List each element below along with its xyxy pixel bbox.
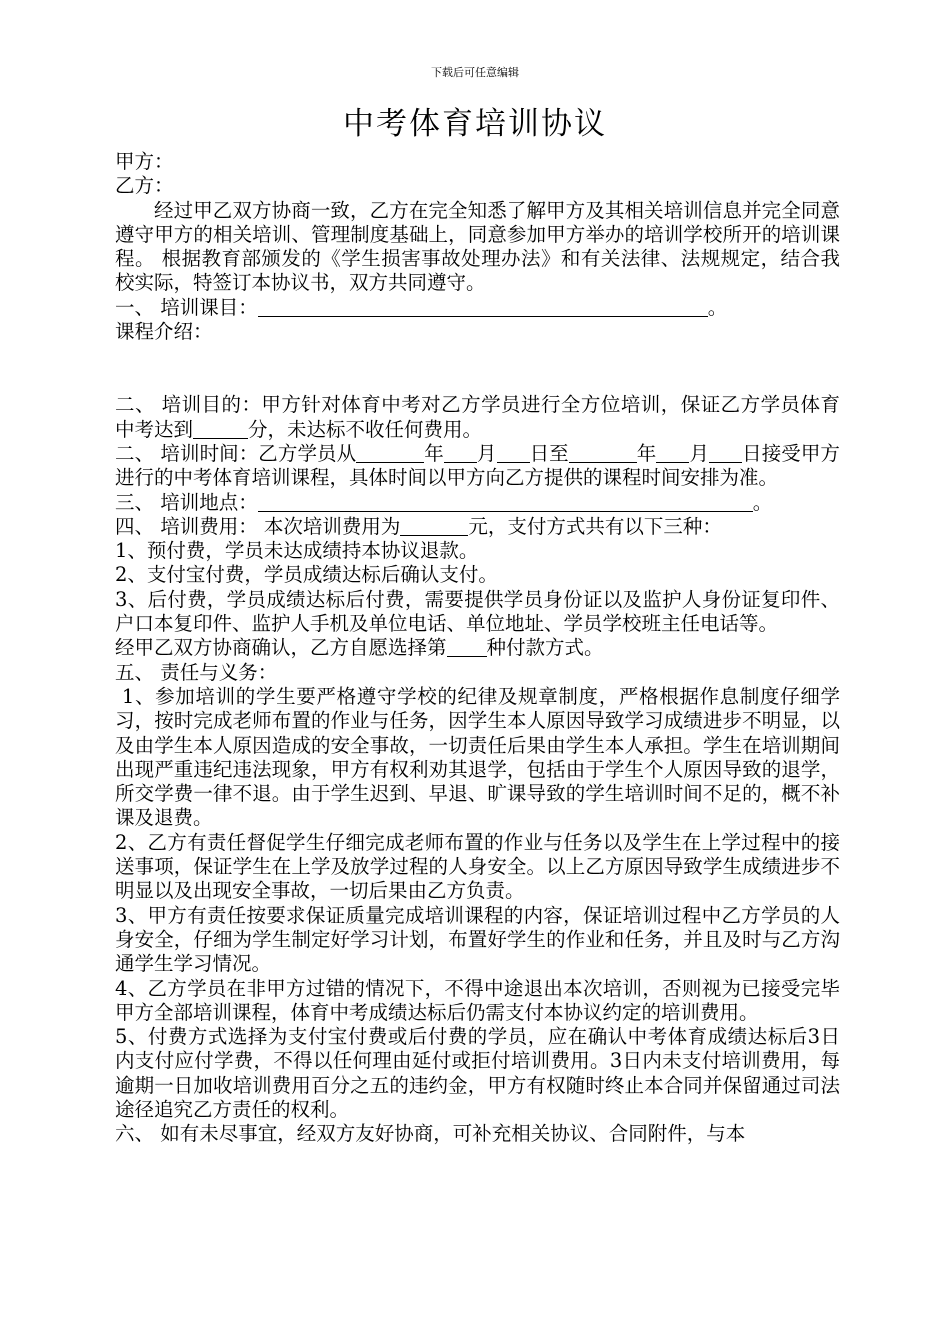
course-label: 一、 培训课目： xyxy=(115,295,258,319)
duty-item-1: 1、参加培训的学生要严格遵守学校的纪律及规章制度，严格根据作息制度仔细学习，按时完成老师布置的作业与任务，因学生本人原因导致学习成绩进步不明显，以及由学生本人原因造成的安全事故，一切责任后果由学生本人承担。学生在培训期间出现严重违纪违法现象，甲方有权利劝其退学，包括由于学生个人原因导致的退学，所交学费一律不退。由于学生迟到、早退、旷课导致的学生培训时间不足的，概不补课及退费。 xyxy=(115,684,840,830)
document-body xyxy=(115,150,840,1147)
duties-heading: 五、 责任与义务： xyxy=(115,660,278,684)
year-label-2: 年 xyxy=(636,441,657,465)
fee-text-end: 元，支付方式共有以下三种： xyxy=(468,514,722,538)
month-blank-1 xyxy=(444,444,477,463)
day-blank-2 xyxy=(709,444,742,463)
purpose-text: 二、 培训目的：甲方针对体育中考对乙方学员进行全方位培训，保证乙方学员体育中考达到 xyxy=(115,393,840,441)
fee-option-3: 3、后付费，学员成绩达标后付费，需要提供学员身份证以及监护人身份证复印件、户口本复印件、监护人手机及单位电话、单位地址、学员学校班主任电话等。 xyxy=(115,587,840,636)
year-label-1: 年 xyxy=(424,441,444,465)
duty-item-3: 3、甲方有责任按要求保证质量完成培训课程的内容，保证培训过程中乙方学员的人身安全，仔细为学生制定好学习计划，布置好学生的作业和任务，并且及时与乙方沟通学生学习情况。 xyxy=(115,903,840,976)
time-paragraph xyxy=(115,442,840,491)
intro-paragraph: 经过甲乙双方协商一致，乙方在完全知悉了解甲方及其相关培训信息并完全同意遵守甲方的相关培训、管理制度基础上，同意参加甲方举办的培训学校所开的培训课程。 根据教育部颁发的《学生损害事故处理办法》和有关法律、法规规定，结合我校实际，特签订本协议书，双方共同遵守。 xyxy=(115,198,840,295)
document-title: 中考体育培训协议 xyxy=(343,106,607,142)
fee-option-1: 1、预付费，学员未达成绩持本协议退款。 xyxy=(115,539,479,563)
year-blank-1 xyxy=(356,444,424,463)
year-blank-2 xyxy=(569,444,637,463)
month-label-1: 月 xyxy=(476,441,497,465)
course-blank xyxy=(258,298,708,317)
course-intro: 课程介绍： xyxy=(115,320,213,344)
clause-6: 六、 如有未尽事宜，经双方友好协商，可补充相关协议、合同附件，与本 xyxy=(115,1122,746,1146)
duty-item-4: 4、乙方学员在非甲方过错的情况下，不得中途退出本次培训，否则视为已接受完毕甲方全部培训课程，体育中考成绩达标后仍需支付本协议约定的培训费用。 xyxy=(115,976,840,1024)
choice-text: 经甲乙双方协商确认，乙方自愿选择第 xyxy=(115,636,447,660)
fee-line xyxy=(115,515,840,539)
location-blank xyxy=(258,493,753,512)
duty-item-2: 2、乙方有责任督促学生仔细完成老师布置的作业与任务以及学生在上学过程中的接送事项，保证学生在上学及放学过程的人身安全。以上乙方原因导致学生成绩进步不明显以及出现安全事故，一切后果由乙方负责。 xyxy=(115,830,840,903)
payment-choice-line xyxy=(115,636,840,660)
day-blank-1 xyxy=(497,444,530,463)
location-line xyxy=(115,491,840,515)
blank-gap xyxy=(115,344,840,393)
duty-item-5: 5、付费方式选择为支付宝付费或后付费的学员，应在确认中考体育成绩达标后3日内支付应付学费，不得以任何理由延付或拒付培训费用。3日内未支付培训费用，每逾期一日加收培训费用百分之五的违约金，甲方有权随时终止本合同并保留通过司法途径追究乙方责任的权利。 xyxy=(115,1025,840,1121)
course-end: 。 xyxy=(707,295,728,319)
party-b-line: 乙方： xyxy=(115,174,174,198)
purpose-paragraph xyxy=(115,393,840,442)
time-text-end: 日接受甲方进行的中考体育培训课程，具体时间以甲方向乙方提供的课程时间安排为准。 xyxy=(115,441,840,490)
course-line xyxy=(115,296,840,320)
header-note: 下载后可任意编辑 xyxy=(431,66,519,79)
location-end: 。 xyxy=(752,490,773,514)
month-blank-2 xyxy=(656,444,689,463)
month-label-2: 月 xyxy=(689,441,710,465)
fee-option-2: 2、支付宝付费，学员成绩达标后确认支付。 xyxy=(115,563,498,587)
choice-text-end: 种付款方式。 xyxy=(486,636,604,660)
time-text: 二、 培训时间：乙方学员从 xyxy=(115,441,357,465)
location-label: 三、 培训地点： xyxy=(115,490,258,514)
purpose-text-end: 分，未达标不收任何费用。 xyxy=(248,417,483,441)
fee-blank xyxy=(400,517,468,536)
choice-blank xyxy=(447,638,487,657)
party-a-line: 甲方： xyxy=(115,150,174,173)
score-blank xyxy=(193,420,248,439)
day-label-1: 日至 xyxy=(529,441,569,465)
fee-text: 四、 培训费用： 本次培训费用为 xyxy=(115,514,401,538)
